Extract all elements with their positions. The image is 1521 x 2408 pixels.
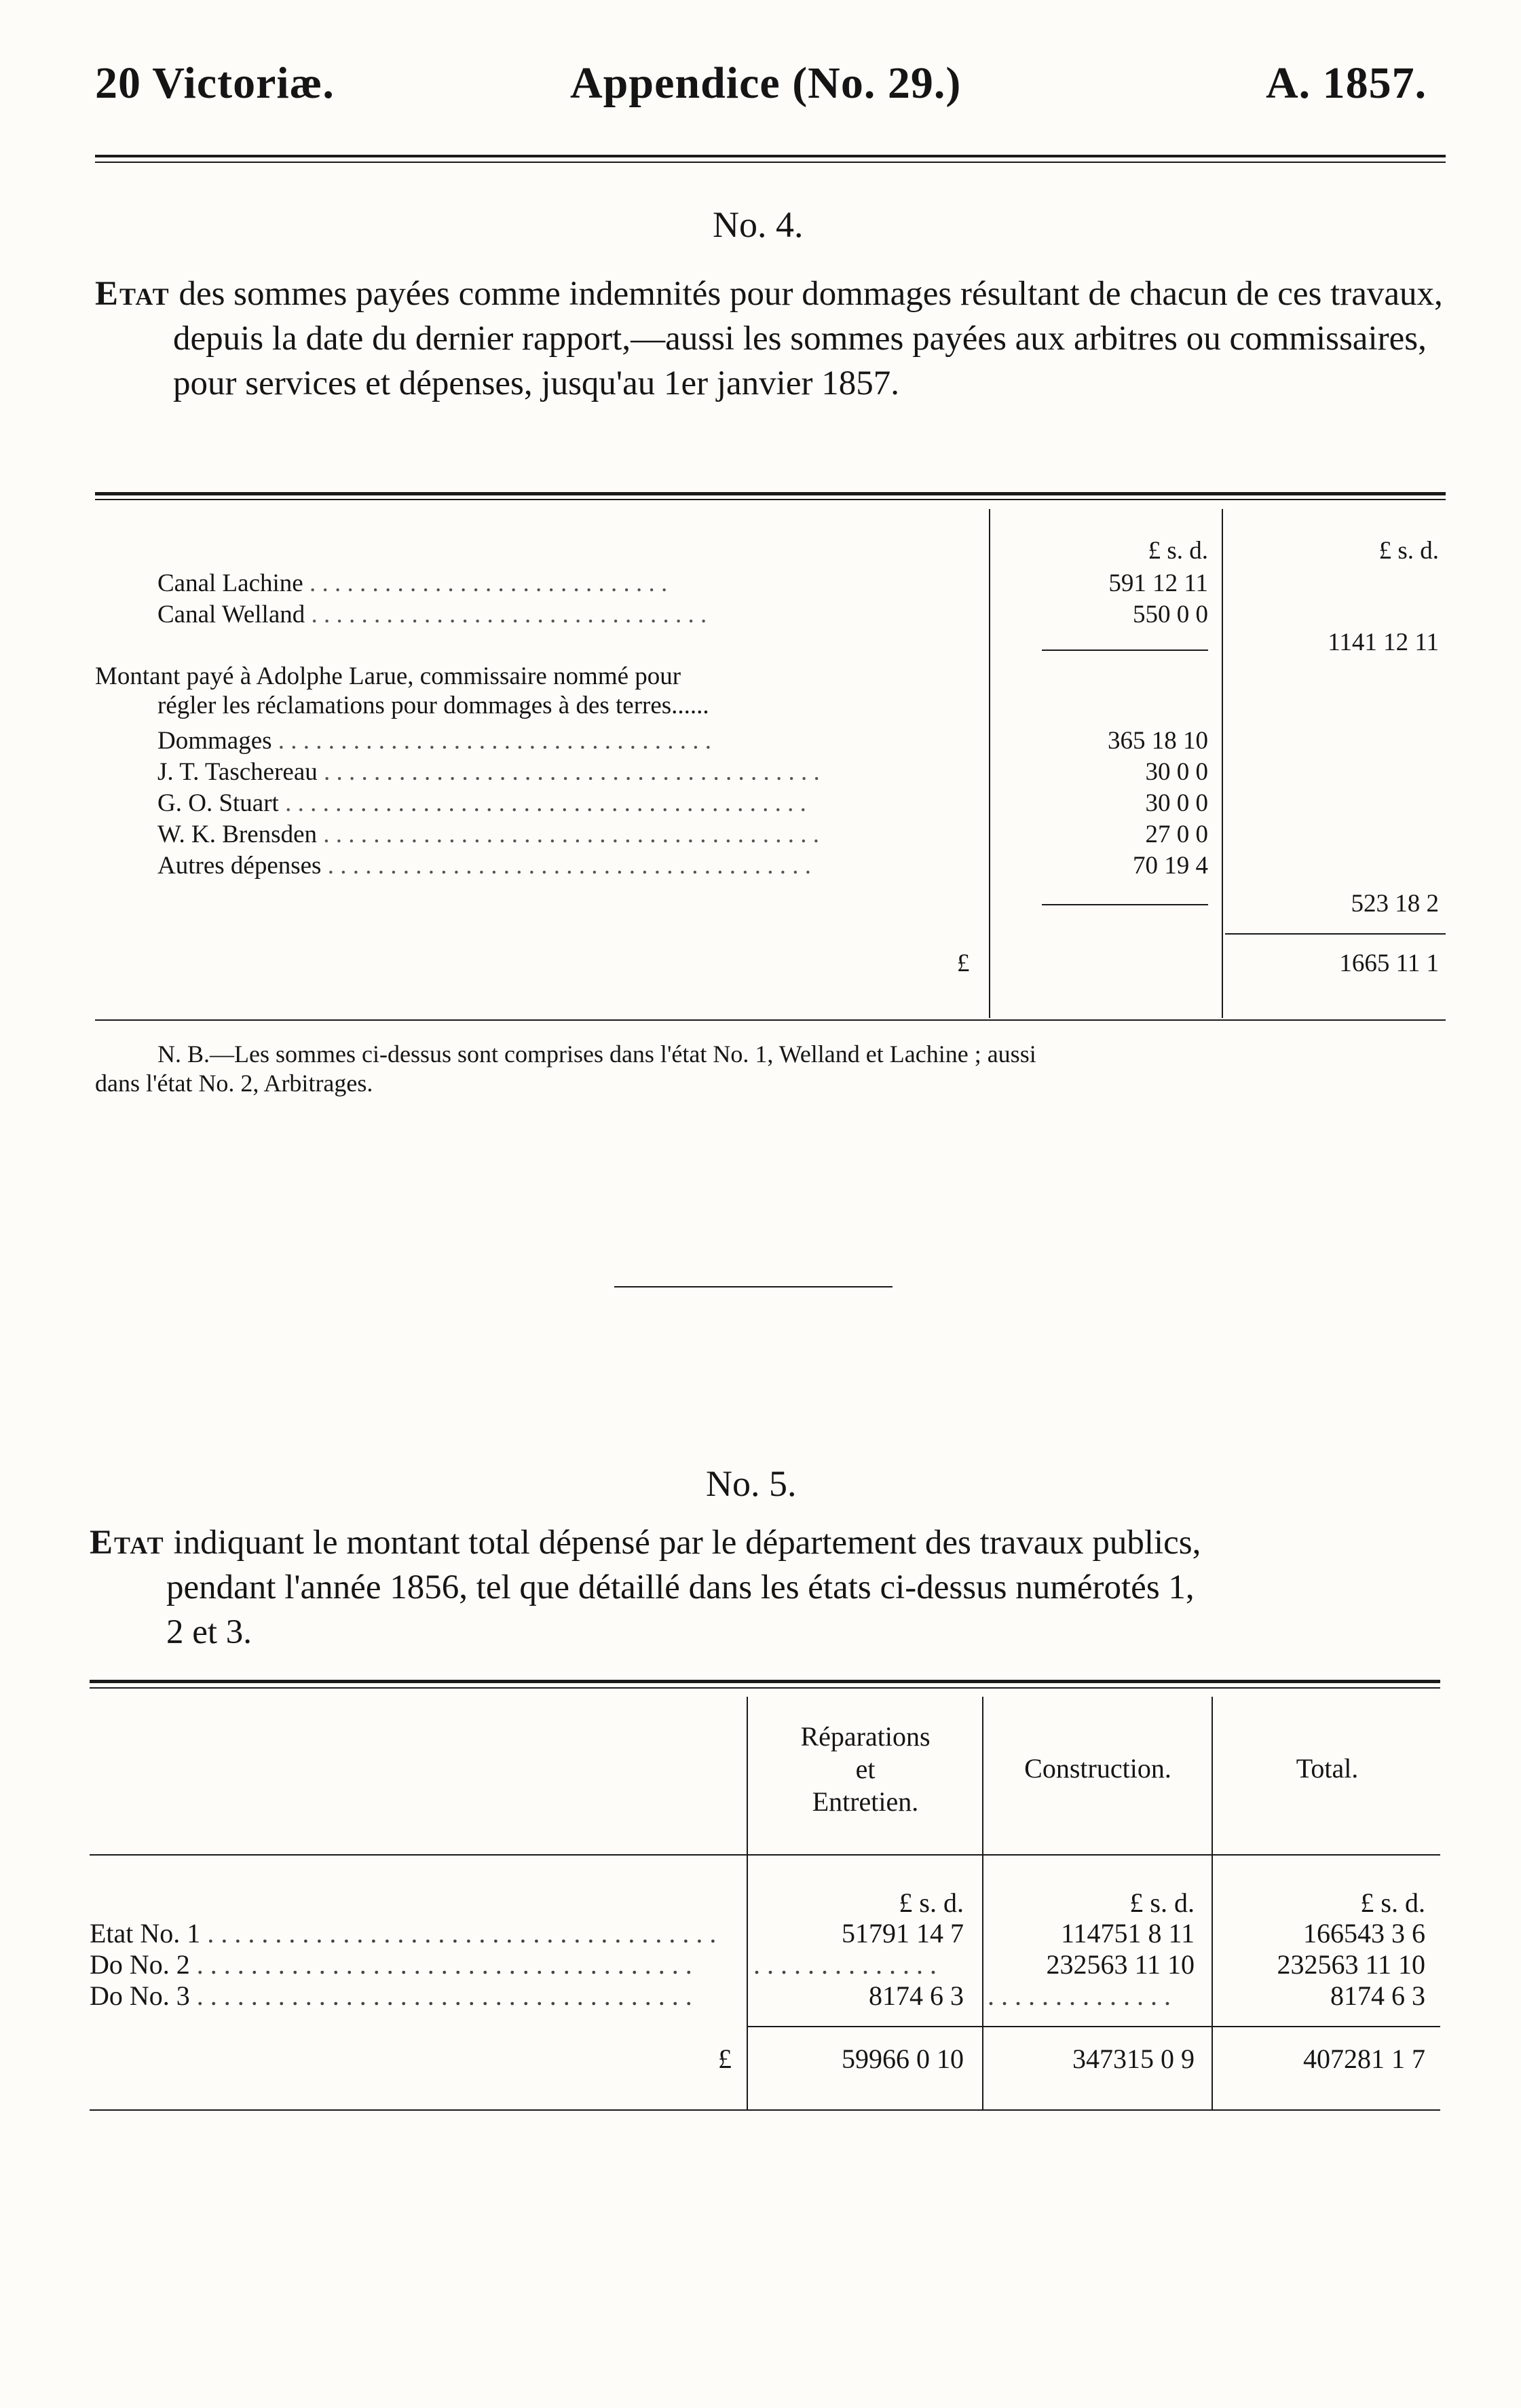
header-session: 20 Victoriæ. — [95, 58, 335, 108]
table5-total-rule — [748, 2026, 1440, 2027]
table5-bottom-rule — [90, 2109, 1440, 2111]
table5-repairs-cell: 51791 14 7 — [842, 1918, 964, 1949]
table5-divider-2 — [982, 1697, 983, 2111]
table5-total-cell: 232563 11 10 — [1277, 1949, 1425, 1980]
table5-construction-leader: . . . . . . . . . . . . . . — [988, 1980, 1171, 2011]
table4-top-rule — [95, 492, 1446, 495]
table5-divider-1 — [747, 1697, 748, 2111]
table5-total-cell: 8174 6 3 — [1330, 1980, 1425, 2011]
section-separator — [614, 1286, 893, 1287]
table4-unit-header-total: £ s. d. — [1378, 537, 1439, 565]
table4-larue-total: 523 18 2 — [1351, 890, 1439, 918]
table4-row-amount: 27 0 0 — [1145, 821, 1208, 848]
table5-construction-cell: 232563 11 10 — [1046, 1949, 1195, 1980]
section-4-text: des sommes payées comme indemnités pour dommages résultant de chacun de ces travaux, depuis la date du dernier rapport,—aussi les sommes payées aux arbitres ou commissaires, pour services et dépenses, jusqu'au 1er janvier 1857. — [173, 275, 1443, 402]
section-4-lead: Etat — [95, 275, 170, 313]
table5-grand-total: 407281 1 7 — [1303, 2044, 1425, 2074]
section-5-line2: pendant l'année 1856, tel que détaillé dans les états ci-dessus numérotés 1, — [166, 1568, 1195, 1606]
section-4-description — [95, 271, 1456, 406]
table4-total-rule — [1225, 933, 1446, 935]
table5-row-label: Do No. 2 . . . . . . . . . . . . . . . . . . . . . . . . . . . . . . . . . . . . . — [90, 1949, 692, 1980]
section-5-line3: 2 et 3. — [166, 1613, 252, 1651]
table5-repairs-total: 59966 0 10 — [842, 2044, 964, 2074]
section-5-line1: Etat indiquant le montant total dépensé par le département des travaux publics, — [90, 1524, 1201, 1562]
column-header-total: Total. — [1296, 1753, 1359, 1784]
table4-row-label: J. T. Taschereau . . . . . . . . . . . . . . . . . . . . . . . . . . . . . . . . . . . . . . . . — [157, 758, 820, 786]
table4-row-label: Autres dépenses . . . . . . . . . . . . . . . . . . . . . . . . . . . . . . . . . . . . . . . — [157, 852, 811, 880]
header-appendix: Appendice (No. 29.) — [570, 58, 962, 108]
table4-montant-line2: régler les réclamations pour dommages à des terres...... — [157, 692, 709, 719]
table4-row-label: G. O. Stuart . . . . . . . . . . . . . . . . . . . . . . . . . . . . . . . . . . . . . . . . . . — [157, 789, 806, 817]
table5-repairs-cell: 8174 6 3 — [869, 1980, 964, 2011]
table4-total-symbol: £ — [957, 949, 970, 977]
table4-row-amount: 591 12 11 — [1108, 569, 1208, 597]
table4-subrule-2 — [1042, 904, 1208, 905]
table4-divider-2 — [1222, 509, 1223, 1018]
table4-divider-1 — [989, 509, 990, 1018]
section-number-4: No. 4. — [713, 204, 804, 245]
table4-row-label: Dommages . . . . . . . . . . . . . . . . . . . . . . . . . . . . . . . . . . . — [157, 727, 712, 755]
table5-top-rule — [90, 1680, 1440, 1683]
table5-row-label: Do No. 3 . . . . . . . . . . . . . . . . . . . . . . . . . . . . . . . . . . . . . — [90, 1980, 692, 2011]
table4-subrule-1 — [1042, 650, 1208, 651]
table4-top-rule-thin — [95, 499, 1446, 500]
table4-bottom-rule — [95, 1019, 1446, 1021]
table4-row-amount: 30 0 0 — [1145, 758, 1208, 786]
header-rule-thin — [95, 162, 1446, 163]
table4-unit-header: £ s. d. — [1148, 537, 1208, 565]
table5-header-rule — [90, 1854, 1440, 1856]
section-number-5: No. 5. — [706, 1463, 797, 1504]
table4-row-label: W. K. Brensden . . . . . . . . . . . . . . . . . . . . . . . . . . . . . . . . . . . . . . . . — [157, 821, 819, 848]
column-header-repairs: Réparations et Entretien. — [800, 1721, 931, 1817]
table4-note-line1: N. B.—Les sommes ci-dessus sont comprises dans l'état No. 1, Welland et Lachine ; aussi — [157, 1040, 1036, 1068]
table5-construction-cell: 114751 8 11 — [1060, 1918, 1195, 1949]
table5-divider-3 — [1212, 1697, 1213, 2111]
table4-row-label: Canal Lachine . . . . . . . . . . . . . . . . . . . . . . . . . . . . . — [157, 569, 668, 597]
table5-unit-header: £ s. d. — [1360, 1887, 1425, 1918]
table4-note-line2: dans l'état No. 2, Arbitrages. — [95, 1070, 373, 1097]
table5-unit-header: £ s. d. — [1129, 1887, 1195, 1918]
header-year: A. 1857. — [1266, 58, 1427, 108]
table5-total-cell: 166543 3 6 — [1303, 1918, 1425, 1949]
table5-row-label: Etat No. 1 . . . . . . . . . . . . . . . . . . . . . . . . . . . . . . . . . . . . . . — [90, 1918, 717, 1949]
column-header-construction: Construction. — [1024, 1753, 1171, 1784]
table4-montant-line1: Montant payé à Adolphe Larue, commissaire nommé pour — [95, 662, 681, 690]
table4-row-label: Canal Welland . . . . . . . . . . . . . . . . . . . . . . . . . . . . . . . . — [157, 601, 707, 628]
table5-unit-header: £ s. d. — [899, 1887, 964, 1918]
table5-repairs-leader: . . . . . . . . . . . . . . — [753, 1949, 937, 1980]
table5-top-rule-thin — [90, 1687, 1440, 1689]
table4-grand-total: 1665 11 1 — [1339, 949, 1439, 977]
table4-row-amount: 365 18 10 — [1108, 727, 1208, 755]
table5-total-symbol: £ — [718, 2044, 732, 2074]
table4-row-amount: 70 19 4 — [1133, 852, 1208, 880]
table4-row-amount: 30 0 0 — [1145, 789, 1208, 817]
header-rule — [95, 155, 1446, 157]
section-5-lead: Etat — [90, 1524, 165, 1562]
table5-construction-total: 347315 0 9 — [1072, 2044, 1195, 2074]
table4-canals-total: 1141 12 11 — [1328, 628, 1439, 656]
table4-row-amount: 550 0 0 — [1133, 601, 1208, 628]
